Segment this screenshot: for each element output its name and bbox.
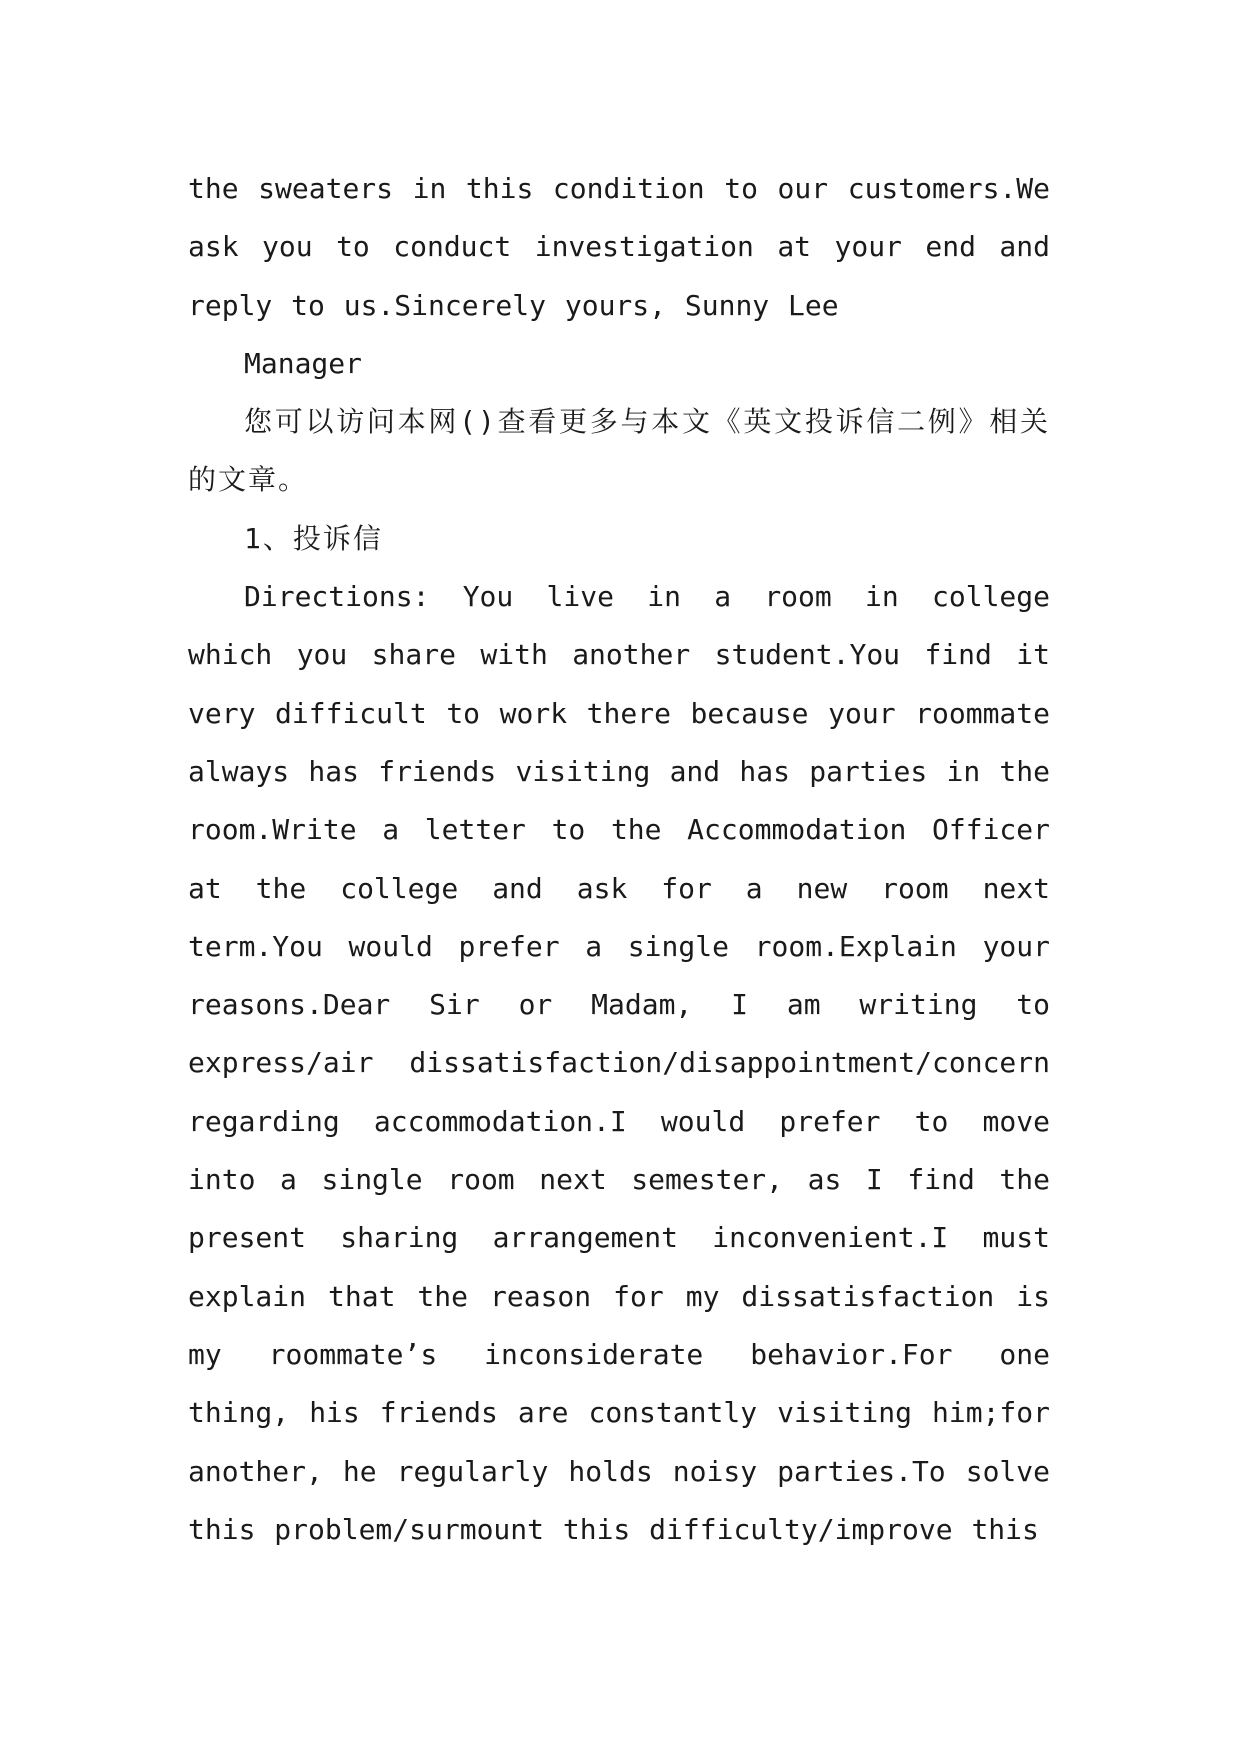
document-body (188, 160, 1050, 1559)
paragraph-site-note: 您可以访问本网()查看更多与本文《英文投诉信二例》相关的文章。 (188, 405, 1050, 497)
paragraph-directions: Directions: You live in a room in college which you share with another student.You find it very difficult to work there because your roommate always has friends visiting and has parties in the room.Write a letter to the Accommodation Officer at the college and ask for a new room next term.You would prefer a single room.Explain your reasons.Dear Sir or Madam, I am writing to express/air dissatisfaction/disappointment/concern regarding accommodation.I would prefer to move into a single room next semester, as I find the present sharing arrangement inconvenient.I must explain that the reason for my dissatisfaction is my roommate’s inconsiderate behavior.For one thing, his friends are constantly visiting him;for another, he regularly holds noisy parties.To solve this problem/surmount this difficulty/improve this (188, 580, 1050, 1546)
paragraph-letter-closing: the sweaters in this condition to our customers.We ask you to conduct investigation at your end and reply to us.Sincerely yours, Sunny Lee (188, 172, 1050, 322)
section-heading-complaint-letter: 1、投诉信 (244, 521, 383, 555)
paragraph-signature-title: Manager (244, 346, 363, 380)
